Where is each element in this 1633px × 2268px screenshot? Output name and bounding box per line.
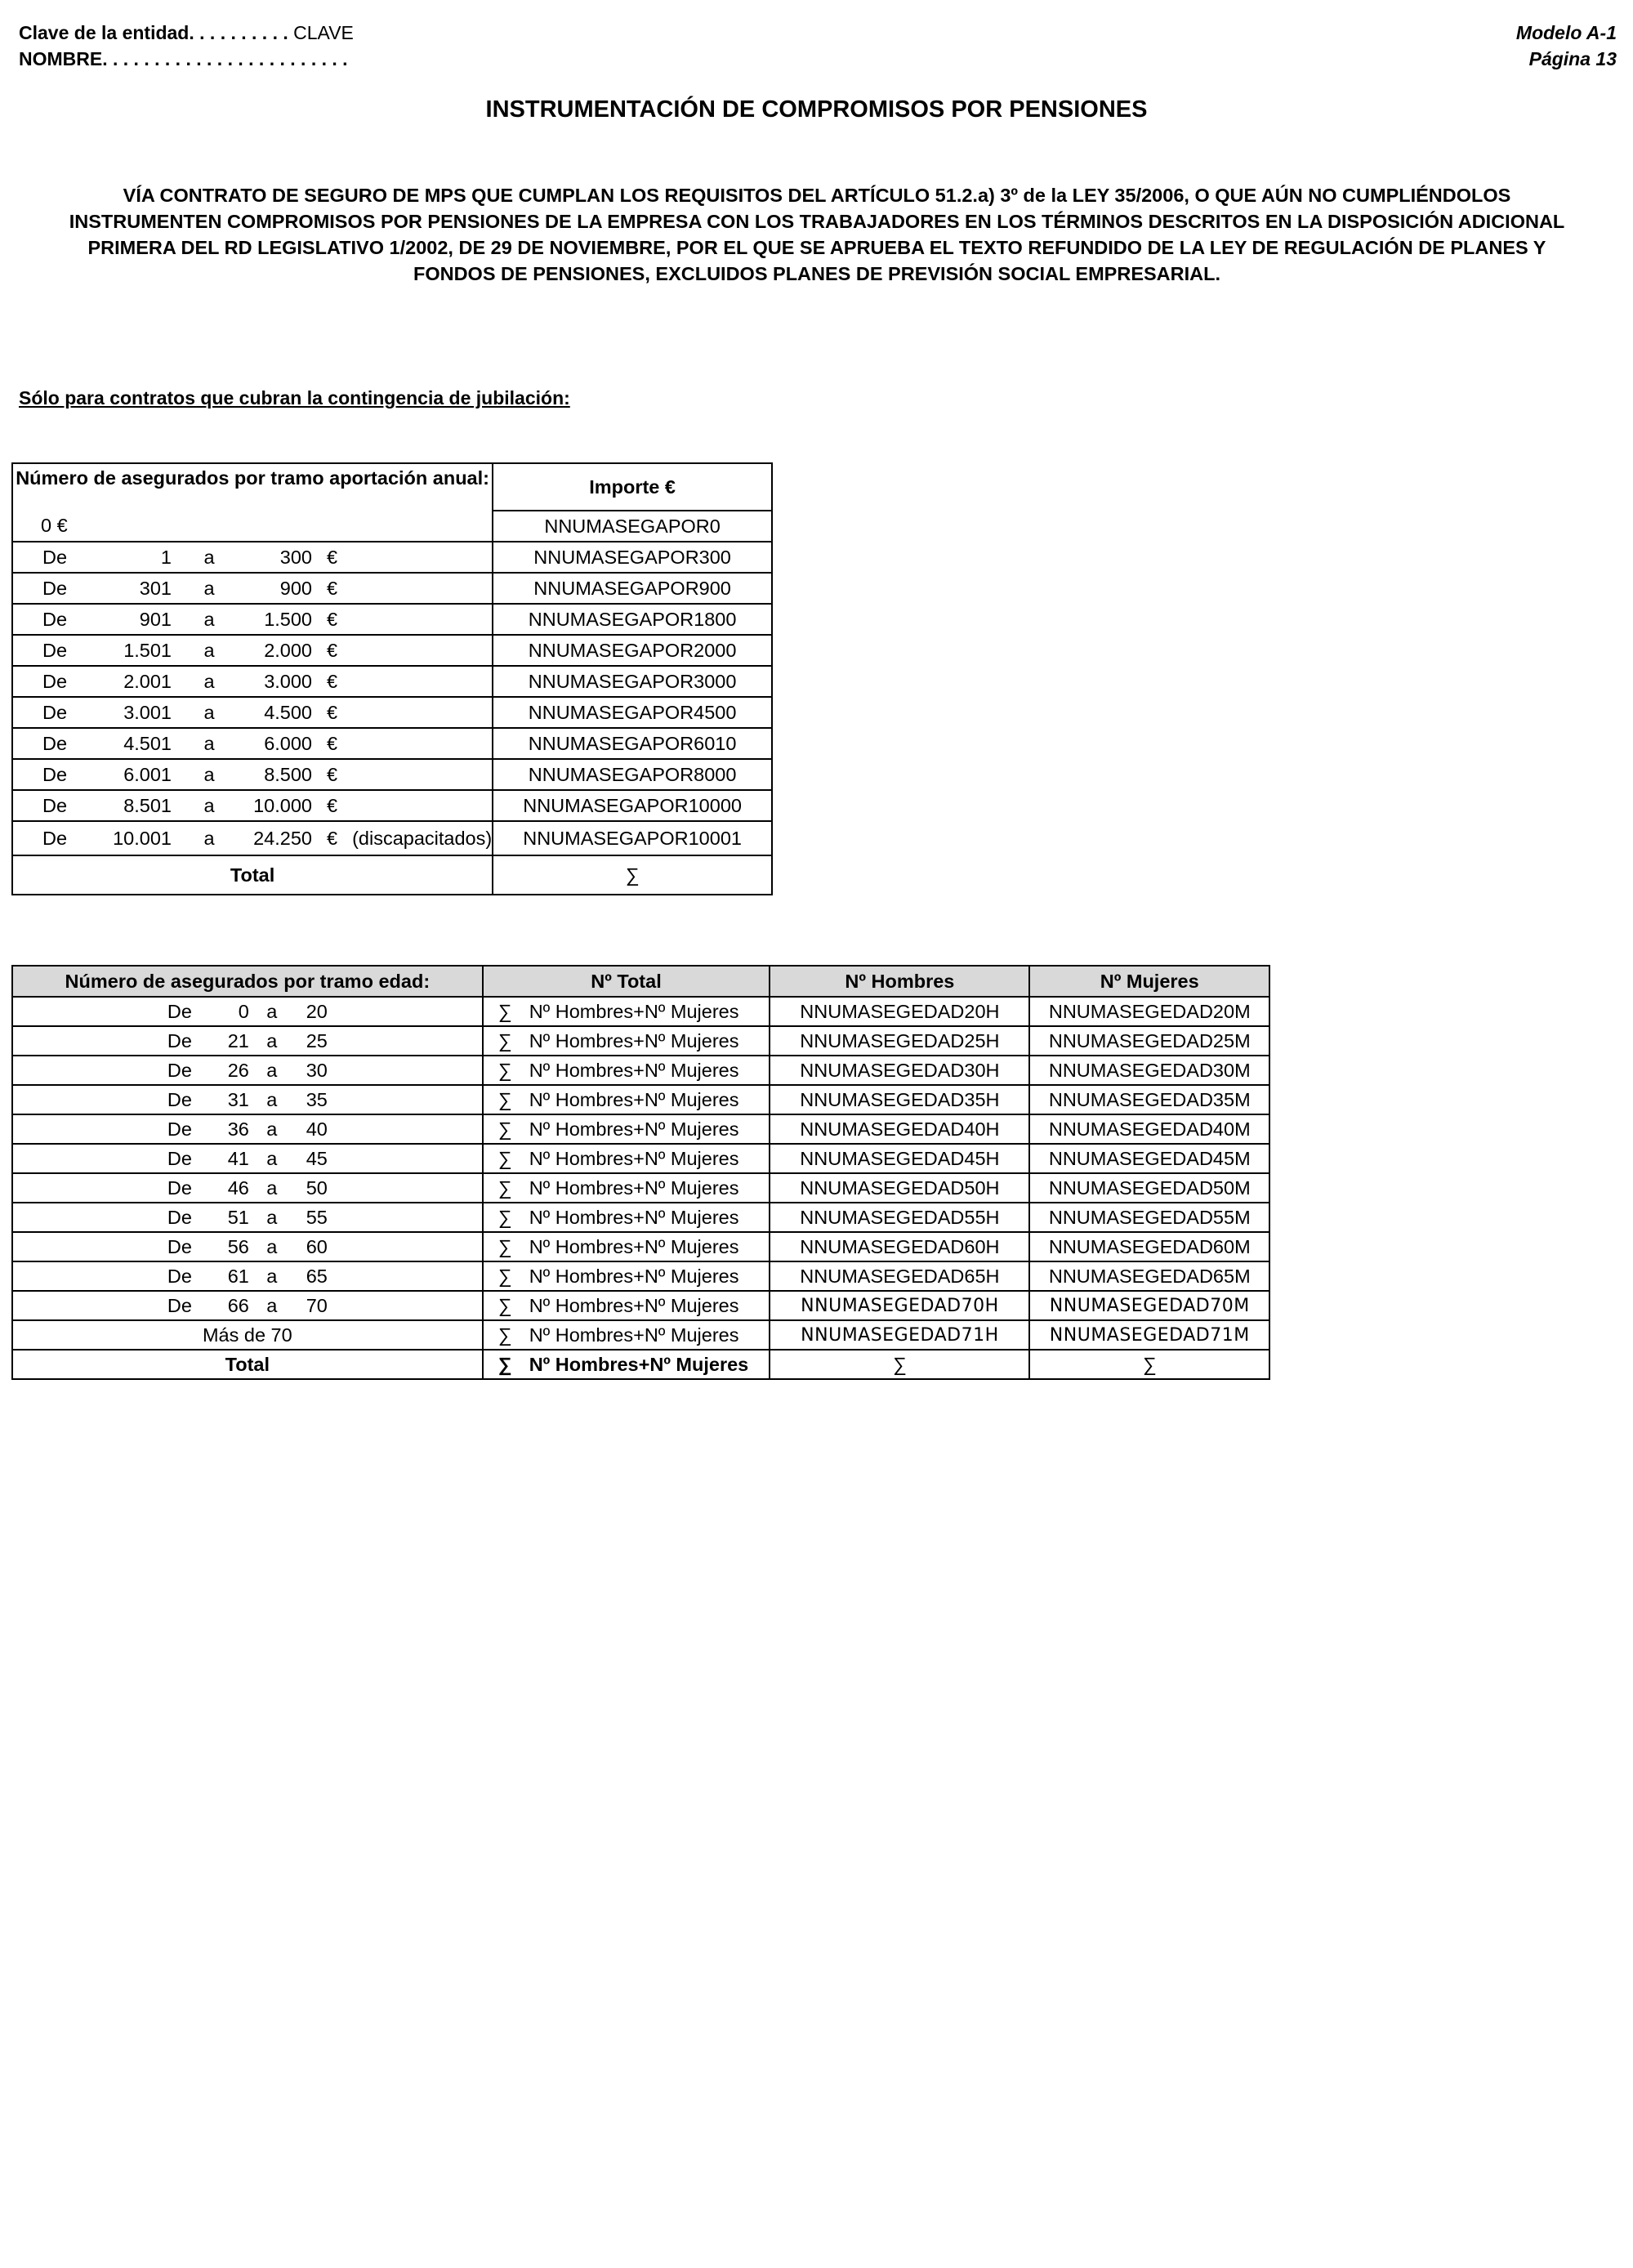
bracket-cell [12,790,493,821]
range-from: 10.001 [113,827,172,849]
age-bracket-cell [12,1114,483,1144]
range-to: 24.250 [253,827,312,849]
range-de: De [167,1147,192,1169]
sigma-symbol: ∑ [497,1000,512,1022]
bracket-value: NNUMASEGAPOR3000 [493,666,772,697]
age-bracket-cell [12,1203,483,1232]
range-de: De [42,670,68,692]
bracket-value: NNUMASEGAPOR900 [493,573,772,604]
range-to: 1.500 [264,608,312,630]
sigma-symbol: ∑ [497,1176,512,1199]
bracket-value: NNUMASEGAPOR2000 [493,635,772,666]
subtitle-line: FONDOS DE PENSIONES, EXCLUIDOS PLANES DE PREVISIÓN SOCIAL EMPRESARIAL. [413,263,1221,284]
total-formula: Nº Hombres+Nº Mujeres [529,1176,739,1199]
table-row [12,1144,1269,1173]
total-header: Nº Total [483,966,770,997]
age-bracket-cell [12,1085,483,1114]
men-value: NNUMASEGEDAD20H [770,997,1029,1026]
table-row [12,1232,1269,1261]
range-de: De [167,1176,192,1199]
range-to: 40 [306,1118,328,1140]
bracket-cell [12,635,493,666]
range-currency: € [327,763,338,785]
sigma-symbol: ∑ [497,1029,512,1051]
range-de: De [42,608,68,630]
range-de: De [167,1088,192,1110]
entity-name-label: NOMBRE. . . . . . . . . . . . . . . . . . . . . . . . [19,48,348,69]
page-number: Página 13 [1528,48,1617,69]
men-value: NNUMASEGEDAD60H [770,1232,1029,1261]
total-formula-cell [483,1261,770,1291]
men-total: ∑ [770,1350,1029,1379]
entity-key-value: CLAVE [293,22,354,43]
range-a: a [203,608,215,630]
men-value: NNUMASEGEDAD55H [770,1203,1029,1232]
bracket-value: NNUMASEGAPOR10000 [493,790,772,821]
table-row [12,1320,1269,1350]
range-to: 300 [279,546,312,568]
sigma-symbol: ∑ [497,1206,512,1228]
page-subtitle [33,182,1601,287]
range-a: a [203,794,215,816]
age-bracket-header: Número de asegurados por tramo edad: [12,966,483,997]
range-a: a [266,1118,278,1140]
total-formula-cell [483,1350,770,1379]
range-from: 26 [227,1059,249,1081]
range-de: De [167,1235,192,1257]
total-formula: Nº Hombres+Nº Mujeres [529,1147,739,1169]
table-row [12,759,772,790]
age-bracket-label: Más de 70 [202,1324,292,1346]
range-a: a [203,670,215,692]
range-a: a [203,639,215,661]
subtitle-line: INSTRUMENTEN COMPROMISOS POR PENSIONES DE LA EMPRESA CON LOS TRABAJADORES EN LOS TÉRMINOS DESCRITOS EN LA DISPOSICIÓN ADICIONAL [69,211,1565,232]
range-a: a [266,1088,278,1110]
bracket-value: NNUMASEGAPOR8000 [493,759,772,790]
section-note: Sólo para contratos que cubran la contingencia de jubilación: [19,387,570,409]
range-currency: € [327,670,338,692]
range-from: 51 [227,1206,249,1228]
range-de: De [42,639,68,661]
total-formula-cell [483,1026,770,1056]
range-a: a [266,1029,278,1051]
women-value: NNUMASEGEDAD30M [1029,1056,1269,1085]
range-de: De [167,1265,192,1287]
range-a: a [266,1176,278,1199]
women-value: NNUMASEGEDAD71M [1029,1320,1269,1350]
range-de: De [167,1118,192,1140]
table-row [12,511,772,542]
men-value: NNUMASEGEDAD40H [770,1114,1029,1144]
men-value: NNUMASEGEDAD65H [770,1261,1029,1291]
age-bracket-cell [12,1261,483,1291]
sigma-symbol: ∑ [497,1294,512,1316]
range-de: De [167,1059,192,1081]
sigma-symbol: ∑ [497,1235,512,1257]
range-a: a [266,1265,278,1287]
women-value: NNUMASEGEDAD25M [1029,1026,1269,1056]
men-value: NNUMASEGEDAD30H [770,1056,1029,1085]
table-row [12,1056,1269,1085]
total-formula-cell [483,1056,770,1085]
range-to: 45 [306,1147,328,1169]
total-formula: Nº Hombres+Nº Mujeres [529,1088,739,1110]
bracket-header [12,463,493,511]
table-row [12,1173,1269,1203]
zero-bracket-cell [12,511,493,542]
range-to: 55 [306,1206,328,1228]
entity-key-label: Clave de la entidad. . . . . . . . . . [19,22,288,43]
range-a: a [203,577,215,599]
total-formula-cell [483,1114,770,1144]
total-formula: Nº Hombres+Nº Mujeres [529,1235,739,1257]
men-value: NNUMASEGEDAD70H [770,1291,1029,1320]
range-to: 3.000 [264,670,312,692]
range-from: 4.501 [123,732,172,754]
total-formula: Nº Hombres+Nº Mujeres [529,1324,739,1346]
bracket-value: NNUMASEGAPOR1800 [493,604,772,635]
men-value: NNUMASEGEDAD25H [770,1026,1029,1056]
total-formula-cell [483,1291,770,1320]
range-from: 1 [160,546,172,568]
range-de: De [42,794,68,816]
table-row [12,790,772,821]
table-row [12,1026,1269,1056]
range-de: De [42,577,68,599]
amount-header: Importe € [493,463,772,511]
age-bracket-cell [12,1291,483,1320]
range-a: a [203,763,215,785]
table-row [12,542,772,573]
range-de: De [42,546,68,568]
age-bracket-cell [12,1173,483,1203]
sigma-symbol: ∑ [497,1118,512,1140]
range-a: a [266,1294,278,1316]
bracket-cell [12,697,493,728]
age-bracket-cell [12,1232,483,1261]
range-from: 3.001 [123,701,172,723]
bracket-cell [12,604,493,635]
entity-header [19,20,354,72]
table-row [12,604,772,635]
range-a: a [203,701,215,723]
zero-bracket-value: NNUMASEGAPOR0 [493,511,772,542]
table-row [12,666,772,697]
range-from: 21 [227,1029,249,1051]
sigma-symbol: ∑ [497,1147,512,1169]
range-currency: € [327,577,338,599]
bracket-header-text: Número de asegurados por tramo aportación anual: [16,467,489,489]
age-bracket-cell [12,1056,483,1085]
range-currency: € [327,701,338,723]
bracket-cell [12,728,493,759]
range-to: 6.000 [264,732,312,754]
range-currency: € [327,827,338,849]
range-de: De [42,732,68,754]
range-to: 35 [306,1088,328,1110]
total-formula-cell [483,997,770,1026]
women-value: NNUMASEGEDAD60M [1029,1232,1269,1261]
age-bracket-cell [12,1026,483,1056]
range-de: De [42,763,68,785]
range-extra: (discapacitados) [352,827,493,849]
page-title: INSTRUMENTACIÓN DE COMPROMISOS POR PENSIONES [485,96,1148,123]
women-header: Nº Mujeres [1029,966,1269,997]
range-from: 301 [139,577,172,599]
range-from: 66 [227,1294,249,1316]
table-row [12,697,772,728]
range-currency: € [327,546,338,568]
women-value: NNUMASEGEDAD70M [1029,1291,1269,1320]
total-label: Total [12,855,493,895]
total-formula-cell [483,1320,770,1350]
model-label: Modelo A-1 [1515,22,1617,43]
total-formula: Nº Hombres+Nº Mujeres [529,1000,739,1022]
range-a: a [203,546,215,568]
range-a: a [266,1206,278,1228]
bracket-cell [12,821,493,855]
table-row [12,1114,1269,1144]
sigma-symbol: ∑ [497,1059,512,1081]
age-bracket-cell [12,997,483,1026]
range-to: 60 [306,1235,328,1257]
bracket-value: NNUMASEGAPOR4500 [493,697,772,728]
range-to: 70 [306,1294,328,1316]
range-from: 46 [227,1176,249,1199]
sigma-symbol: ∑ [497,1324,512,1346]
range-to: 2.000 [264,639,312,661]
total-formula-cell [483,1085,770,1114]
range-to: 20 [306,1000,328,1022]
table-header-row [12,966,1269,997]
women-value: NNUMASEGEDAD50M [1029,1173,1269,1203]
range-de: De [42,701,68,723]
women-value: NNUMASEGEDAD55M [1029,1203,1269,1232]
total-formula: Nº Hombres+Nº Mujeres [529,1353,749,1375]
range-de: De [42,827,68,849]
contribution-bracket-table [11,462,773,895]
bracket-value: NNUMASEGAPOR300 [493,542,772,573]
range-from: 61 [227,1265,249,1287]
range-from: 0 [238,1000,249,1022]
range-de: De [167,1029,192,1051]
men-value: NNUMASEGEDAD45H [770,1144,1029,1173]
sigma-symbol: ∑ [497,1088,512,1110]
entity-key-line [19,20,354,46]
women-value: NNUMASEGEDAD20M [1029,997,1269,1026]
range-from: 8.501 [123,794,172,816]
range-to: 25 [306,1029,328,1051]
range-to: 900 [279,577,312,599]
range-to: 8.500 [264,763,312,785]
bracket-cell [12,666,493,697]
range-from: 41 [227,1147,249,1169]
bracket-value: NNUMASEGAPOR10001 [493,821,772,855]
table-row [12,1203,1269,1232]
total-formula: Nº Hombres+Nº Mujeres [529,1118,739,1140]
range-de: De [167,1000,192,1022]
range-currency: € [327,608,338,630]
sigma-symbol: ∑ [497,1265,512,1287]
total-label: Total [12,1350,483,1379]
range-a: a [203,827,215,849]
range-a: a [266,1147,278,1169]
range-a: a [203,732,215,754]
range-a: a [266,1059,278,1081]
table-row [12,1261,1269,1291]
table-row [12,821,772,855]
total-formula-cell [483,1144,770,1173]
men-value: NNUMASEGEDAD71H [770,1320,1029,1350]
range-a: a [266,1235,278,1257]
women-total: ∑ [1029,1350,1269,1379]
bracket-cell [12,542,493,573]
range-to: 65 [306,1265,328,1287]
age-bracket-table [11,965,1270,1380]
total-formula: Nº Hombres+Nº Mujeres [529,1029,739,1051]
table-row [12,1291,1269,1320]
range-to: 50 [306,1176,328,1199]
total-formula: Nº Hombres+Nº Mujeres [529,1294,739,1316]
men-value: NNUMASEGEDAD35H [770,1085,1029,1114]
table-row [12,635,772,666]
bracket-cell [12,759,493,790]
sigma-symbol: ∑ [497,1353,512,1375]
women-value: NNUMASEGEDAD45M [1029,1144,1269,1173]
total-formula: Nº Hombres+Nº Mujeres [529,1059,739,1081]
men-header: Nº Hombres [770,966,1029,997]
total-formula-cell [483,1173,770,1203]
men-value: NNUMASEGEDAD50H [770,1173,1029,1203]
range-currency: € [327,732,338,754]
range-a: a [266,1000,278,1022]
range-currency: € [327,639,338,661]
range-from: 1.501 [123,639,172,661]
range-from: 901 [139,608,172,630]
total-formula: Nº Hombres+Nº Mujeres [529,1206,739,1228]
total-row [12,1350,1269,1379]
table-header-row [12,463,772,511]
total-value: ∑ [493,855,772,895]
bracket-cell [12,573,493,604]
women-value: NNUMASEGEDAD40M [1029,1114,1269,1144]
age-bracket-cell [12,1320,483,1350]
range-currency: € [327,794,338,816]
table-row [12,573,772,604]
total-formula-cell [483,1232,770,1261]
model-header [1516,20,1617,72]
range-from: 2.001 [123,670,172,692]
table-row [12,1085,1269,1114]
subtitle-line: VÍA CONTRATO DE SEGURO DE MPS QUE CUMPLAN LOS REQUISITOS DEL ARTÍCULO 51.2.a) 3º de la LEY 35/2006, O QUE AÚN NO CUMPLIÉNDOLOS [123,185,1511,206]
total-row [12,855,772,895]
table-row [12,997,1269,1026]
subtitle-line: PRIMERA DEL RD LEGISLATIVO 1/2002, DE 29 DE NOVIEMBRE, POR EL QUE SE APRUEBA EL TEXTO REFUNDIDO DE LA LEY DE REGULACIÓN DE PLANES Y [87,237,1546,258]
table-row [12,728,772,759]
bracket-value: NNUMASEGAPOR6010 [493,728,772,759]
range-to: 30 [306,1059,328,1081]
range-from: 6.001 [123,763,172,785]
range-from: 36 [227,1118,249,1140]
range-to: 10.000 [253,794,312,816]
range-to: 4.500 [264,701,312,723]
range-de: De [167,1206,192,1228]
women-value: NNUMASEGEDAD35M [1029,1085,1269,1114]
range-from: 56 [227,1235,249,1257]
range-de: De [167,1294,192,1316]
total-formula-cell [483,1203,770,1232]
total-formula: Nº Hombres+Nº Mujeres [529,1265,739,1287]
zero-bracket-label: 0 € [41,515,68,536]
range-from: 31 [227,1088,249,1110]
age-bracket-cell [12,1144,483,1173]
women-value: NNUMASEGEDAD65M [1029,1261,1269,1291]
